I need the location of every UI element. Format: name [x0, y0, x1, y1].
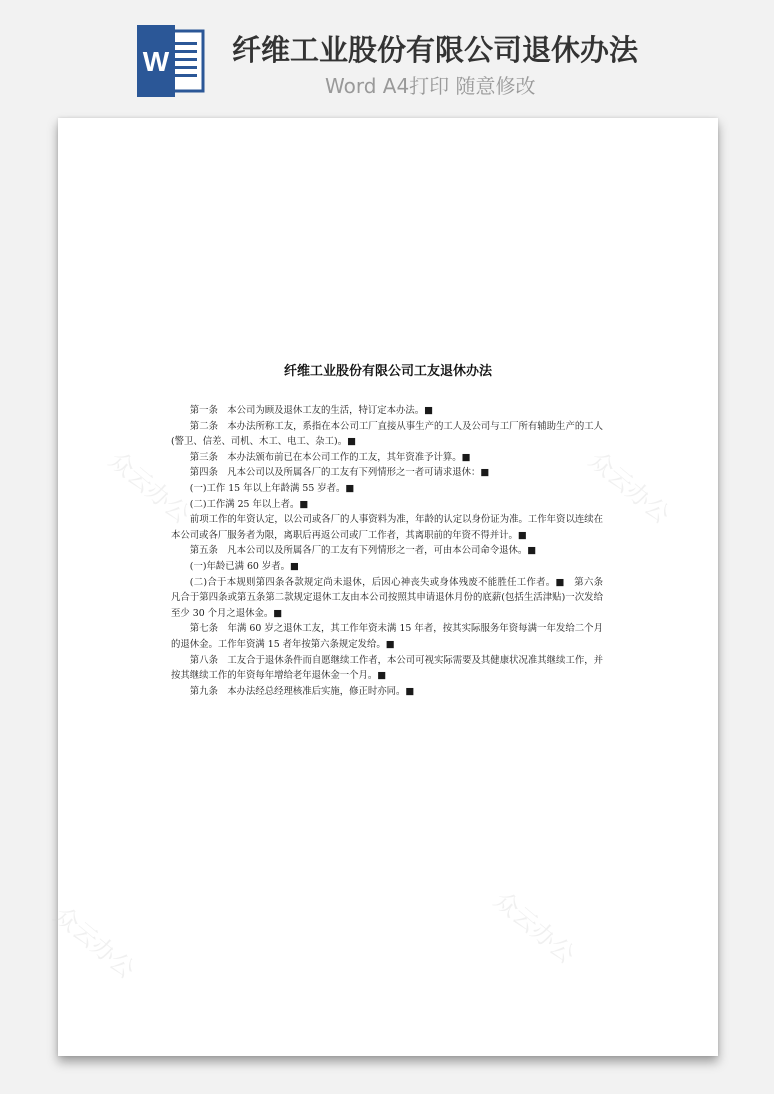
article-8: 第八条 工友合于退休条件而自愿继续工作者，本公司可视实际需要及其健康状况准其继续工作，并按其继续工作的年资每年增给老年退休金一个月。■ — [171, 654, 603, 682]
page-title: 纤维工业股份有限公司退休办法 — [232, 33, 639, 67]
article-9: 第九条 本办法经总经理核准后实施，修正时亦同。■ — [189, 685, 415, 697]
document-title: 纤维工业股份有限公司工友退休办法 — [283, 364, 492, 379]
article-5-item-2-and-article-6: (二)合于本规则第四条各款规定尚未退休，后因心神丧失或身体残废不能胜任工作者。■ 第六条 凡合于第四条或第五条第二款规定退休工友由本公司按照其申请退休月份的底薪(包括生活津贴)一次发给至少 30 个月之退休金。■ — [171, 576, 613, 619]
page-subtitle: Word A4打印 随意修改 — [325, 74, 536, 98]
word-icon-letter: W — [142, 46, 170, 77]
article-4-item-1: (一)工作 15 年以上年龄满 55 岁者。■ — [189, 482, 355, 494]
seniority-note: 前项工作的年资认定，以公司或各厂的人事资料为准，年龄的认定以身份证为准。工作年资以连续在本公司或各厂服务者为限，离职后再返公司或厂工作者，其离职前的年资不得并计。■ — [171, 514, 603, 541]
watermark: 众云办公 — [103, 445, 196, 529]
article-7: 第七条 年满 60 岁之退休工友，其工作年资未满 15 年者，按其实际服务年资每满一年发给二个月的退休金。工作年资满 15 者年按第六条规定发给。■ — [171, 623, 603, 650]
article-4: 第四条 凡本公司以及所属各厂的工友有下列情形之一者可请求退休：■ — [189, 467, 490, 479]
article-5: 第五条 凡本公司以及所属各厂的工友有下列情形之一者，可由本公司命令退休。■ — [189, 545, 537, 557]
article-4-item-2: (二)工作满 25 年以上者。■ — [189, 498, 309, 510]
watermark: 众云办公 — [488, 885, 581, 969]
article-5-item-1: (一)年龄已满 60 岁者。■ — [189, 560, 299, 572]
document-page — [48, 118, 718, 1056]
word-document-icon — [135, 25, 207, 97]
header — [0, 0, 774, 118]
article-1: 第一条 本公司为顾及退休工友的生活，特订定本办法。■ — [189, 405, 434, 416]
article-2: 第二条 本办法所称工友，系指在本公司工厂直接从事生产的工人及公司与工厂所有辅助生产的工人(警卫、信差、司机、木工、电工、杂工)。■ — [171, 420, 603, 448]
article-3: 第三条 本办法颁布前已在本公司工作的工友，其年资准予计算。■ — [189, 451, 471, 463]
document-body — [171, 403, 613, 699]
watermark: 众云办公 — [48, 900, 141, 984]
watermark: 众云办公 — [583, 445, 676, 529]
